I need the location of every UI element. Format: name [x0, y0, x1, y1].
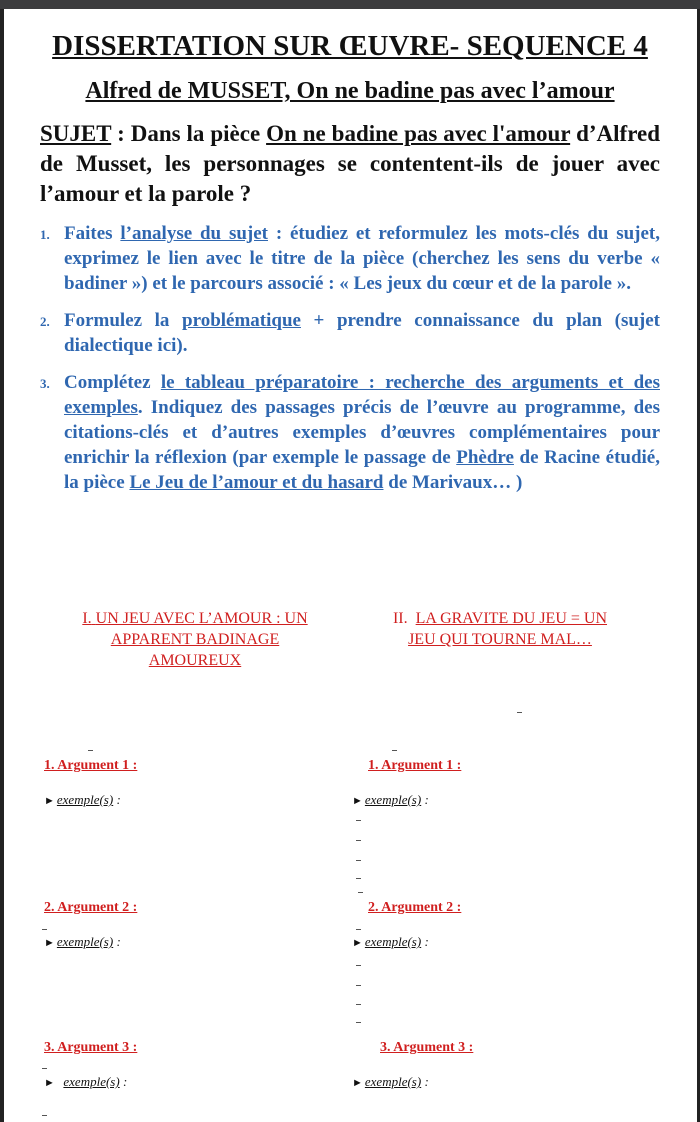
sujet-before: : Dans la pièce	[111, 121, 267, 146]
page-left-edge	[0, 9, 4, 1122]
arrow-right-icon: ►	[352, 795, 363, 807]
stray-mark	[356, 929, 361, 930]
left-heading-num: I.	[82, 610, 92, 627]
instruction-list	[40, 221, 660, 495]
stray-mark	[42, 929, 47, 930]
right-example-1: ► exemple(s) :	[352, 792, 429, 807]
right-column-heading	[340, 608, 660, 650]
stray-mark	[356, 965, 361, 966]
stray-mark	[358, 892, 363, 893]
right-argument-1: 1. Argument 1 :	[368, 758, 462, 773]
step-lead: Formulez la	[64, 310, 183, 331]
arrow-right-icon: ►	[44, 1077, 55, 1089]
right-argument-3: 3. Argument 3 :	[380, 1040, 474, 1055]
instruction-step-3	[40, 370, 660, 495]
step-rest-a: . Indiquez des passages précis de l’œuvre au programme, des citations-clés et d’autres exemples d’œuvres complémentaires pour enrichir la réflexion (par exemple le passage de	[64, 397, 660, 468]
arrow-right-icon: ►	[352, 1077, 363, 1089]
step-rest-c: de Marivaux… )	[383, 472, 523, 493]
step-number: 1.	[40, 227, 50, 242]
phedre-title: Phèdre	[456, 447, 514, 468]
step-lead: Faites	[64, 223, 121, 244]
document-subtitle: Alfred de MUSSET, On ne badine pas avec l’amour	[85, 78, 615, 104]
step-rest-b: de Racine étudié, la pièce	[64, 447, 660, 493]
left-example-2: ► exemple(s) :	[44, 934, 121, 949]
step-underlined: problématique	[182, 310, 301, 331]
right-argument-2: 2. Argument 2 :	[368, 900, 462, 915]
left-argument-2: 2. Argument 2 :	[44, 900, 138, 915]
stray-mark	[392, 750, 397, 751]
step-rest: + prendre connaissance du plan (sujet dialectique ici).	[64, 310, 661, 356]
stray-mark	[356, 1022, 361, 1023]
stray-mark	[42, 1115, 47, 1116]
arrow-right-icon: ►	[352, 937, 363, 949]
step-number: 3.	[40, 376, 50, 391]
left-column-heading	[40, 608, 350, 671]
sujet-after: d’Alfred de Musset, les personnages se contentent-ils de jouer avec l’amour et la parole ?	[40, 121, 660, 206]
left-argument-3: 3. Argument 3 :	[44, 1040, 138, 1055]
left-example-3: ► exemple(s) :	[44, 1074, 128, 1089]
step-number: 2.	[40, 314, 50, 329]
stray-mark	[356, 840, 361, 841]
instruction-step-1	[40, 221, 660, 296]
step-lead: Complétez	[64, 372, 161, 393]
document-page	[40, 28, 661, 1089]
right-heading-line2: JEU QUI TOURNE MAL…	[408, 631, 592, 648]
stray-mark	[356, 820, 361, 821]
instruction-step-2	[40, 308, 660, 358]
stray-mark	[42, 1068, 47, 1069]
stray-mark	[356, 878, 361, 879]
sujet-paragraph	[40, 119, 660, 209]
stray-mark	[356, 985, 361, 986]
sujet-label: SUJET	[40, 121, 112, 146]
right-example-2: ► exemple(s) :	[352, 934, 429, 949]
left-argument-1: 1. Argument 1 :	[44, 758, 138, 773]
stray-mark	[88, 750, 93, 751]
arrow-right-icon: ►	[44, 937, 55, 949]
arrow-right-icon: ►	[44, 795, 55, 807]
window-top-bar	[0, 0, 700, 9]
step-underlined: le tableau préparatoire : recherche des arguments et des exemples	[64, 372, 660, 418]
stray-mark	[356, 1004, 361, 1005]
left-heading-line2: APPARENT BADINAGE	[110, 631, 280, 648]
sujet-work-title: On ne badine pas avec l'amour	[266, 121, 571, 146]
title-text: DISSERTATION SUR ŒUVRE- SEQUENCE 4	[52, 30, 648, 62]
left-heading-line1: UN JEU AVEC L’AMOUR : UN	[95, 610, 308, 627]
step-underlined: l’analyse du sujet	[120, 223, 268, 244]
step-rest: : étudiez et reformulez les mots-clés du sujet, exprimez le lien avec le titre de la pièce (cherchez les sens du verbe « badiner ») et le parcours associé : « Les jeux du cœur et de la parole ».	[64, 223, 661, 294]
right-example-3: ► exemple(s) :	[352, 1074, 429, 1089]
right-heading-num: II.	[392, 610, 408, 627]
stray-mark	[356, 860, 361, 861]
left-example-1: ► exemple(s) :	[44, 792, 121, 807]
marivaux-title: Le Jeu de l’amour et du hasard	[129, 472, 384, 493]
left-heading-line3: AMOUREUX	[148, 652, 242, 669]
stray-mark	[517, 712, 522, 713]
right-heading-line1: LA GRAVITE DU JEU = UN	[415, 610, 608, 627]
document-title	[40, 28, 660, 64]
